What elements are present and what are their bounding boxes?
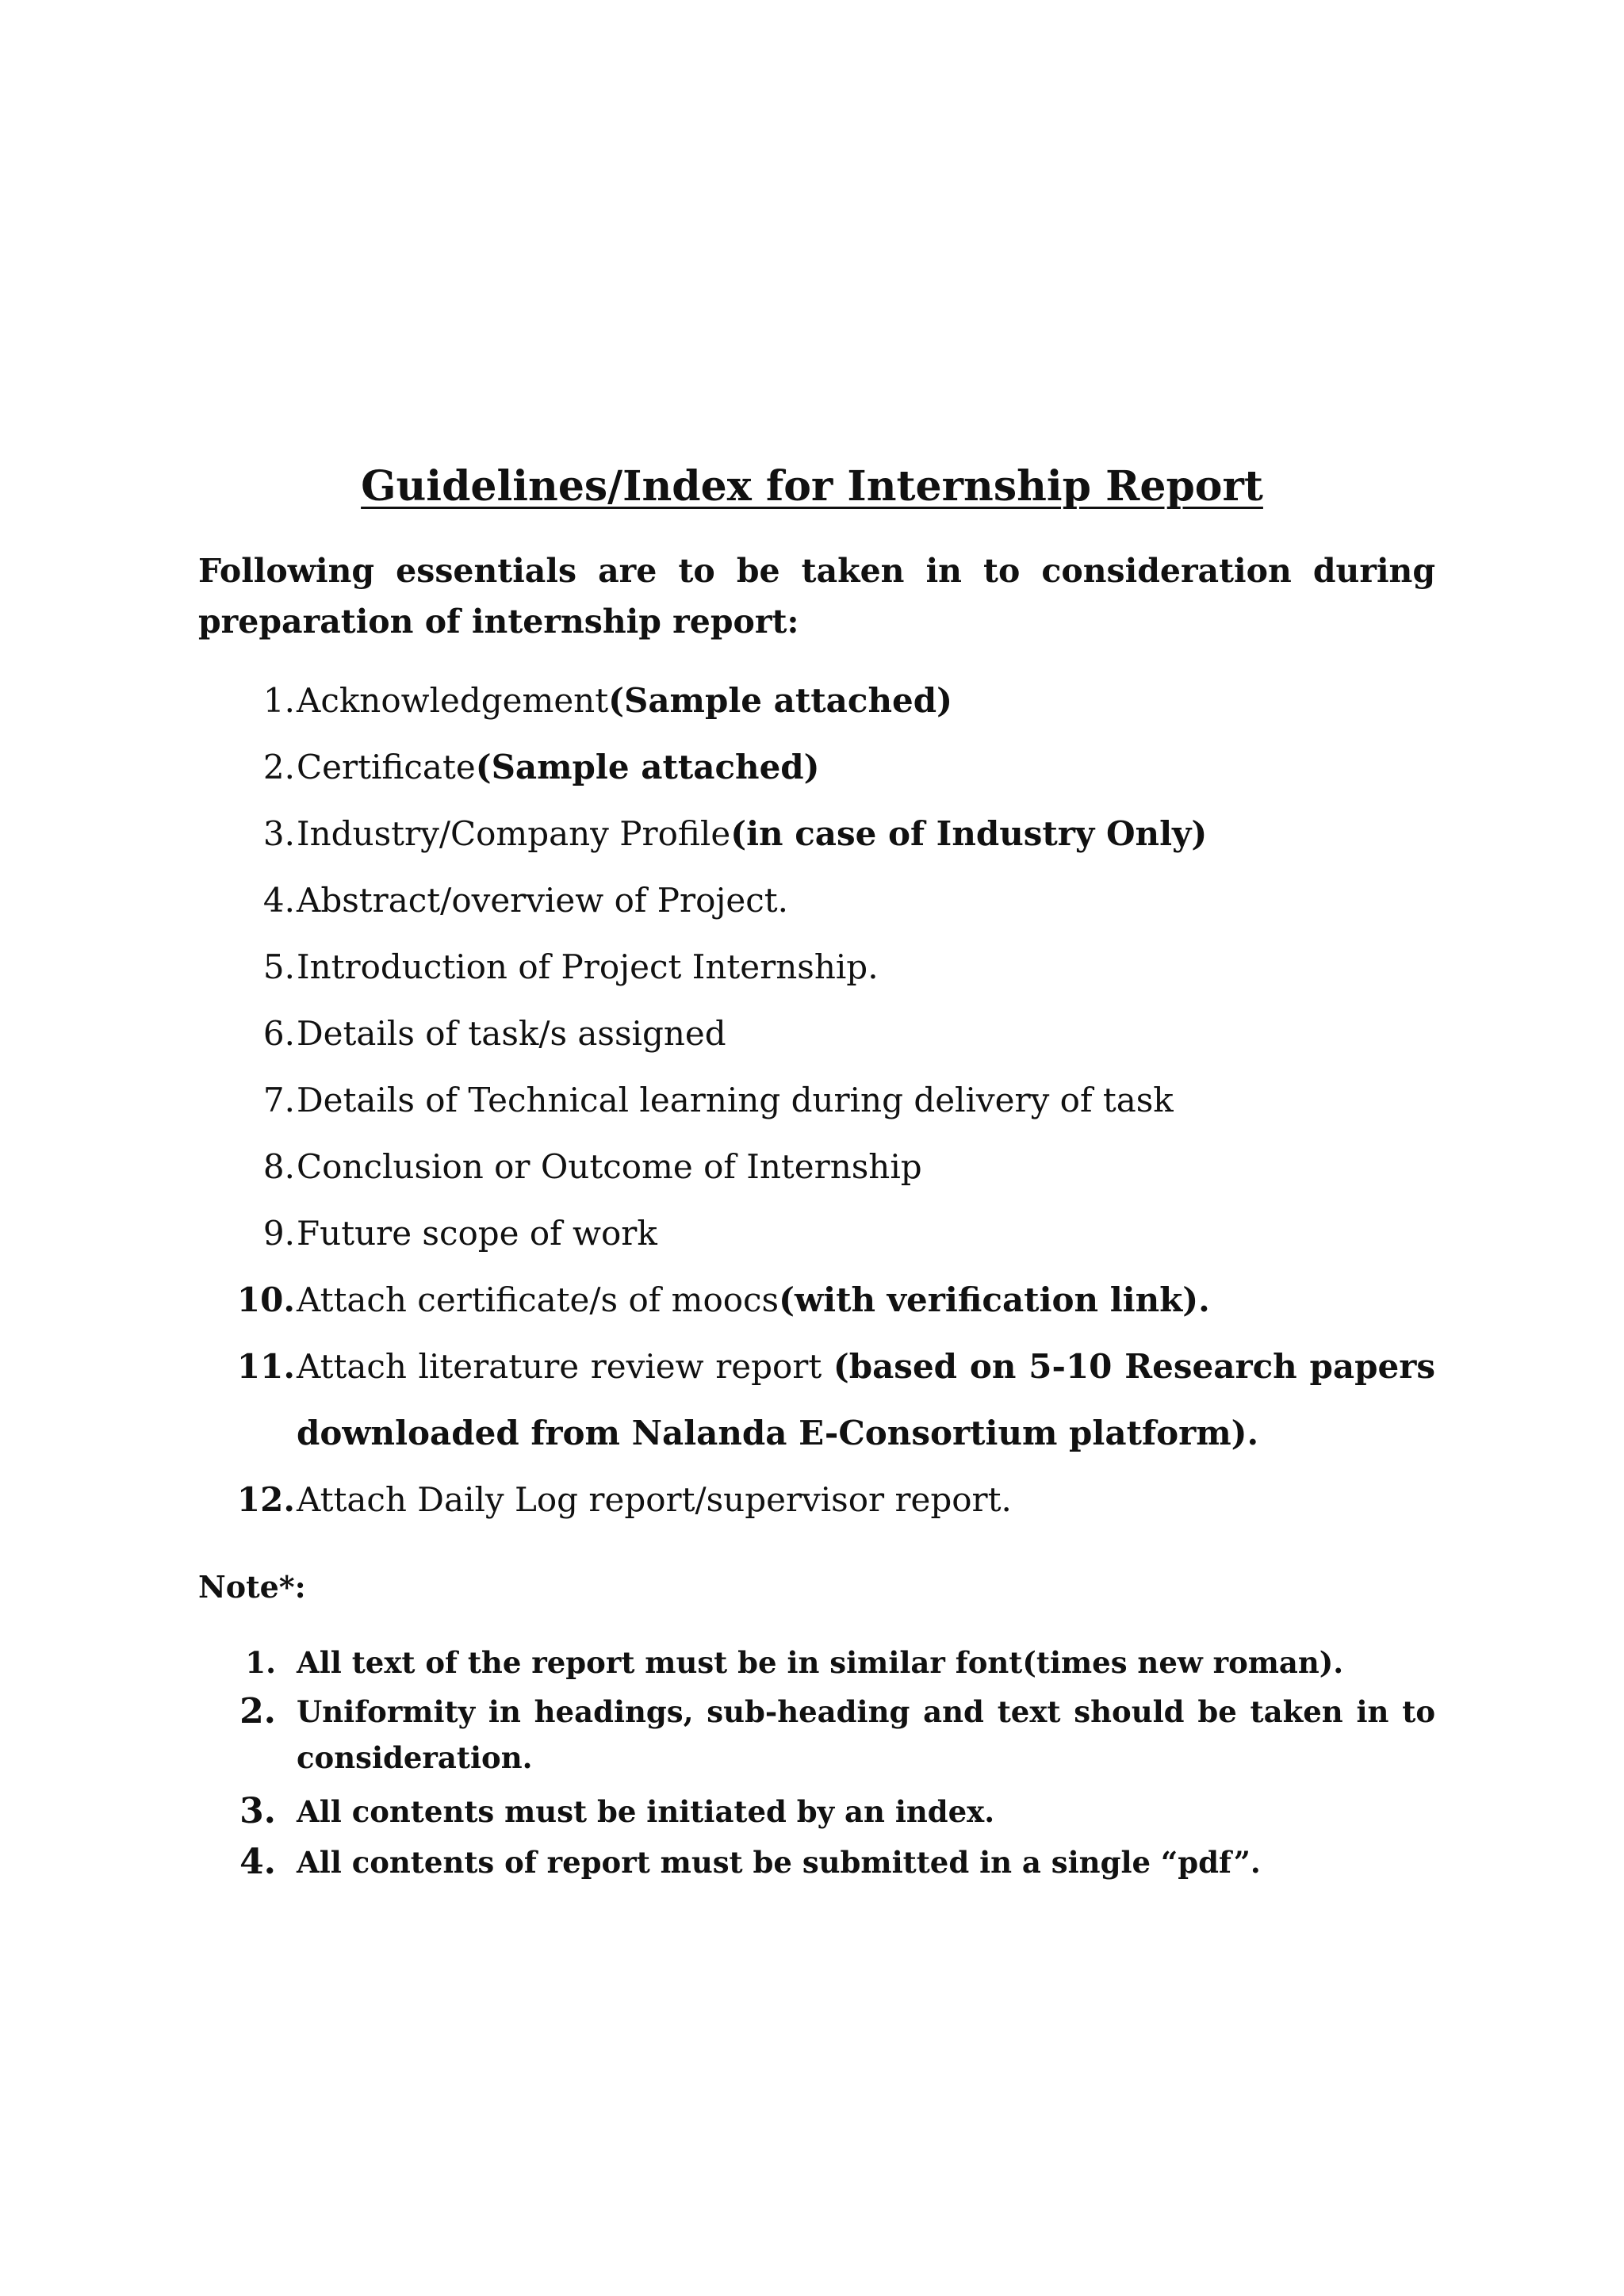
list-item-text bbox=[297, 934, 1435, 1001]
list-item-plain: Details of Technical learning during delivery of task bbox=[297, 1081, 1174, 1119]
page-title: Guidelines/Index for Internship Report bbox=[361, 462, 1263, 511]
list-item-plain: Introduction of Project Internship. bbox=[297, 947, 879, 986]
list-item-number: 10. bbox=[236, 1280, 295, 1319]
note-text: All text of the report must be in similar font(times new roman). bbox=[297, 1645, 1344, 1680]
list-item-plain: Certificate bbox=[297, 748, 476, 786]
list-item-plain: Attach Daily Log report/supervisor report. bbox=[297, 1480, 1012, 1519]
list-item-number: 4. bbox=[262, 881, 295, 920]
note-number: 1. bbox=[245, 1645, 276, 1680]
list-item bbox=[0, 1067, 1624, 1134]
list-item-bold: (in case of Industry Only) bbox=[730, 814, 1208, 853]
list-item-number: 5. bbox=[262, 947, 295, 986]
list-item-plain: Attach certificate/s of moocs bbox=[297, 1280, 779, 1319]
list-item-text bbox=[297, 1067, 1435, 1134]
intro-paragraph: Following essentials are to be taken in to consideration during preparation of internship report: bbox=[198, 552, 1435, 641]
list-item-text bbox=[297, 1001, 1435, 1067]
note-text: Uniformity in headings, sub-heading and text should be taken in to bbox=[297, 1694, 1435, 1729]
list-item-plain: Conclusion or Outcome of Internship bbox=[297, 1147, 922, 1186]
note-number: 3. bbox=[239, 1791, 276, 1831]
list-item-text bbox=[297, 1467, 1435, 1533]
list-item-plain: Attach literature review report bbox=[297, 1347, 822, 1386]
list-item bbox=[0, 1200, 1624, 1267]
list-item-number: 9. bbox=[262, 1214, 295, 1253]
list-item-number: 6. bbox=[262, 1014, 295, 1053]
note-label: Note*: bbox=[198, 1569, 306, 1605]
note-number: 2. bbox=[239, 1691, 276, 1732]
list-item-number: 8. bbox=[262, 1147, 295, 1186]
list-item bbox=[0, 1467, 1624, 1533]
list-item-text bbox=[297, 1134, 1435, 1200]
list-item-text bbox=[297, 801, 1435, 867]
list-item-text bbox=[297, 1267, 1435, 1334]
list-item-plain: Abstract/overview of Project. bbox=[297, 881, 789, 920]
list-item-plain: Acknowledgement bbox=[297, 681, 609, 720]
list-item bbox=[0, 734, 1624, 801]
list-item bbox=[0, 867, 1624, 934]
list-item-number: 7. bbox=[262, 1081, 295, 1119]
note-number: 4. bbox=[239, 1842, 276, 1882]
list-item-bold: (with verification link). bbox=[779, 1280, 1210, 1319]
list-item-plain: Details of task/s assigned bbox=[297, 1014, 726, 1053]
list-item-bold: (Sample attached) bbox=[475, 748, 820, 786]
list-item-text bbox=[297, 734, 1435, 801]
list-item-text bbox=[297, 668, 1435, 734]
list-item-number: 12. bbox=[236, 1480, 295, 1519]
note-text: consideration. bbox=[297, 1740, 533, 1775]
list-item-bold: (based on 5-10 Research papers bbox=[833, 1347, 1435, 1386]
note-text: All contents must be initiated by an index. bbox=[297, 1794, 995, 1829]
list-item-bold: (Sample attached) bbox=[608, 681, 952, 720]
list-item-text bbox=[297, 1334, 1435, 1400]
list-item-number: 2. bbox=[262, 748, 295, 786]
list-item-plain: Future scope of work bbox=[297, 1214, 657, 1253]
list-item bbox=[0, 1001, 1624, 1067]
list-item bbox=[0, 1267, 1624, 1334]
list-item-continuation bbox=[0, 1400, 1624, 1467]
list-item-number: 1. bbox=[262, 681, 295, 720]
list-item-plain: Industry/Company Profile bbox=[297, 814, 731, 853]
note-text: All contents of report must be submitted in a single “pdf”. bbox=[297, 1845, 1261, 1880]
list-item-text bbox=[297, 1200, 1435, 1267]
list-item bbox=[0, 934, 1624, 1001]
list-item bbox=[0, 801, 1624, 867]
list-item bbox=[0, 668, 1624, 734]
list-item-text: downloaded from Nalanda E-Consortium platform). bbox=[297, 1414, 1259, 1452]
list-item bbox=[0, 1134, 1624, 1200]
list-item-number: 11. bbox=[236, 1347, 295, 1386]
list-item bbox=[0, 1334, 1624, 1400]
list-item-number: 3. bbox=[262, 814, 295, 853]
list-item-text bbox=[297, 867, 1435, 934]
